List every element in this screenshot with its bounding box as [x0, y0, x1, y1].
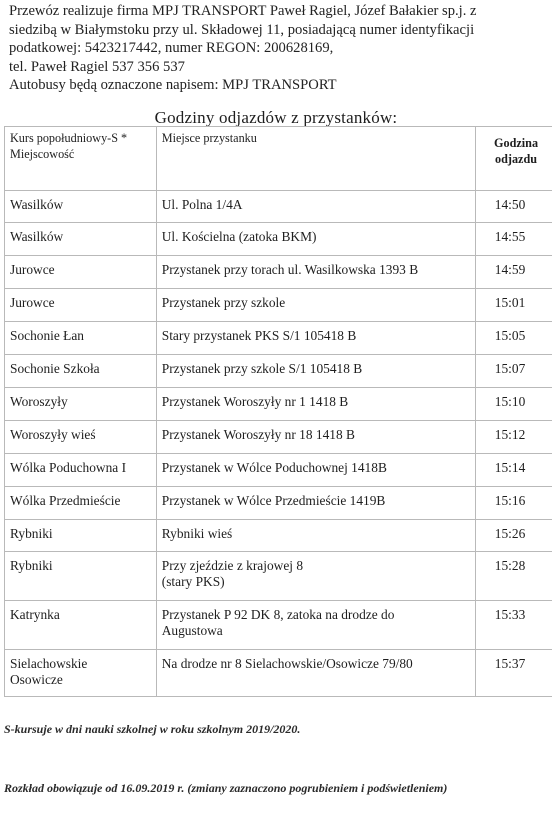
header-town-line-2: Miejscowość	[10, 147, 75, 161]
table-row	[5, 355, 552, 388]
time-cell: 15:01	[476, 289, 552, 322]
stop-cell	[156, 421, 475, 454]
stop-cell-line: Przystanek P 92 DK 8, zatoka na drodze do	[161, 607, 395, 622]
stop-cell-line: Na drodze nr 8 Sielachowskie/Osowicze 79/80	[161, 656, 413, 671]
schedule-table	[4, 126, 552, 697]
header-stop-label: Miejsce przystanku	[161, 131, 257, 145]
schedule-rows	[5, 191, 552, 697]
town-cell	[5, 256, 157, 289]
header-town-line-1: Kurs popołudniowy-S *	[10, 131, 128, 145]
schedule-header-row	[5, 127, 552, 191]
stop-cell-line: Rybniki wieś	[161, 526, 233, 541]
footnote-school-days: S-kursuje w dni nauki szkolnej w roku szkolnym 2019/2020.	[4, 722, 301, 736]
town-cell	[5, 601, 157, 650]
table-row	[5, 322, 552, 355]
town-cell	[5, 289, 157, 322]
stop-cell	[156, 322, 475, 355]
footnote-valid-from: Rozkład obowiązuje od 16.09.2019 r. (zmiany zaznaczono pogrubieniem i podświetleniem)	[4, 781, 448, 795]
town-cell-line: Wólka Przedmieście	[10, 493, 121, 508]
town-cell	[5, 520, 157, 552]
town-cell-line: Sielachowskie	[10, 656, 88, 671]
table-row	[5, 520, 552, 552]
town-cell-line: Woroszyły	[10, 394, 68, 409]
intro-text	[9, 2, 552, 95]
table-row	[5, 487, 552, 520]
stop-cell-line: (stary PKS)	[161, 574, 225, 589]
town-cell	[5, 223, 157, 256]
header-time	[476, 127, 552, 191]
stop-cell-line: Przystanek przy torach ul. Wasilkowska 1393 B	[161, 262, 419, 277]
stop-cell-line: Przystanek w Wólce Poduchownej 1418B	[161, 460, 387, 475]
stop-cell-line: Przystanek przy szkole	[161, 295, 286, 310]
stop-cell	[156, 487, 475, 520]
intro-line-tax-ids: podatkowej: 5423217442, numer REGON: 200628169,	[9, 40, 334, 56]
town-cell-line: Osowicze	[10, 672, 63, 687]
time-cell: 15:14	[476, 454, 552, 487]
header-stop	[156, 127, 475, 191]
table-row	[5, 223, 552, 256]
town-cell-line: Sochonie Szkoła	[10, 361, 100, 376]
time-cell: 15:37	[476, 650, 552, 697]
header-time-line-1: Godzina	[494, 136, 539, 150]
stop-cell	[156, 289, 475, 322]
table-row	[5, 256, 552, 289]
town-cell	[5, 388, 157, 421]
table-row	[5, 454, 552, 487]
stop-cell	[156, 388, 475, 421]
table-row	[5, 191, 552, 223]
intro-line-operator: Przewóz realizuje firma MPJ TRANSPORT Paweł Ragiel, Józef Bałakier sp.j. z	[9, 3, 477, 19]
town-cell	[5, 191, 157, 223]
time-cell: 15:12	[476, 421, 552, 454]
header-town	[5, 127, 157, 191]
time-cell: 15:28	[476, 552, 552, 601]
town-cell-line: Rybniki	[10, 526, 53, 541]
schedule-heading: Godziny odjazdów z przystanków:	[154, 108, 398, 127]
stop-cell	[156, 601, 475, 650]
time-cell: 14:59	[476, 256, 552, 289]
stop-cell	[156, 223, 475, 256]
town-cell-line: Wasilków	[10, 197, 64, 212]
stop-cell-line: Przystanek przy szkole S/1 105418 B	[161, 361, 363, 376]
stop-cell	[156, 355, 475, 388]
table-row	[5, 289, 552, 322]
town-cell-line: Jurowce	[10, 295, 55, 310]
time-cell: 15:07	[476, 355, 552, 388]
stop-cell-line: Augustowa	[161, 623, 223, 638]
table-row	[5, 601, 552, 650]
time-cell: 14:55	[476, 223, 552, 256]
town-cell	[5, 421, 157, 454]
stop-cell	[156, 256, 475, 289]
time-cell: 14:50	[476, 191, 552, 223]
town-cell-line: Rybniki	[10, 558, 53, 573]
town-cell	[5, 552, 157, 601]
header-time-line-2: odjazdu	[495, 152, 538, 166]
stop-cell	[156, 650, 475, 697]
town-cell	[5, 650, 157, 697]
town-cell	[5, 322, 157, 355]
intro-line-bus-marking: Autobusy będą oznaczone napisem: MPJ TRANSPORT	[9, 77, 337, 93]
table-row	[5, 552, 552, 601]
time-cell: 15:05	[476, 322, 552, 355]
stop-cell	[156, 520, 475, 552]
stop-cell-line: Ul. Kościelna (zatoka BKM)	[161, 229, 317, 244]
town-cell-line: Katrynka	[10, 607, 60, 622]
town-cell-line: Sochonie Łan	[10, 328, 85, 343]
town-cell-line: Wasilków	[10, 229, 64, 244]
stop-cell-line: Przy zjeździe z krajowej 8	[161, 558, 304, 573]
town-cell	[5, 454, 157, 487]
table-row	[5, 650, 552, 697]
town-cell	[5, 487, 157, 520]
time-cell: 15:26	[476, 520, 552, 552]
table-row	[5, 421, 552, 454]
stop-cell	[156, 454, 475, 487]
stop-cell-line: Przystanek Woroszyły nr 1 1418 B	[161, 394, 349, 409]
table-row	[5, 388, 552, 421]
intro-line-phone: tel. Paweł Ragiel 537 356 537	[9, 58, 185, 75]
stop-cell	[156, 552, 475, 601]
time-cell: 15:16	[476, 487, 552, 520]
time-cell: 15:33	[476, 601, 552, 650]
town-cell-line: Jurowce	[10, 262, 55, 277]
intro-line-address: siedzibą w Białymstoku przy ul. Składowej 11, posiadającą numer identyfikacji	[9, 21, 475, 38]
town-cell-line: Woroszyły wieś	[10, 427, 96, 442]
stop-cell-line: Przystanek Woroszyły nr 18 1418 B	[161, 427, 355, 442]
time-cell: 15:10	[476, 388, 552, 421]
stop-cell-line: Stary przystanek PKS S/1 105418 B	[161, 328, 357, 343]
stop-cell	[156, 191, 475, 223]
town-cell-line: Wólka Poduchowna I	[10, 460, 127, 475]
stop-cell-line: Przystanek w Wólce Przedmieście 1419B	[161, 493, 386, 508]
town-cell	[5, 355, 157, 388]
stop-cell-line: Ul. Polna 1/4A	[161, 197, 243, 212]
